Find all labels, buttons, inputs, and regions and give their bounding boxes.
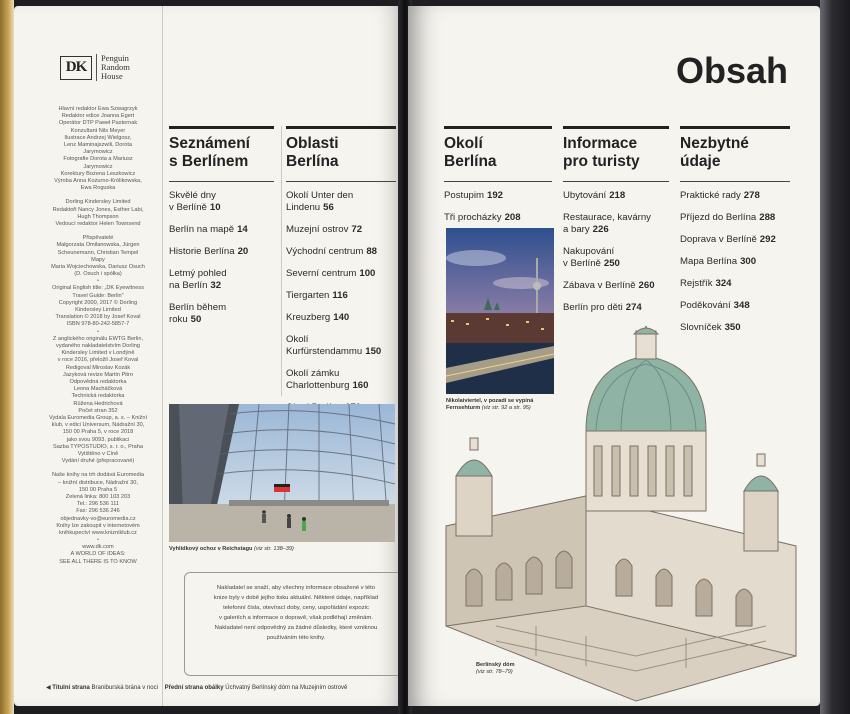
section-title: Nezbytné údaje <box>680 135 749 170</box>
toc-entry-page: 56 <box>323 202 334 213</box>
publisher-name: Penguin Random House <box>96 54 130 81</box>
toc-entry[interactable] <box>680 234 790 246</box>
credit-line: Vedoucí redaktor Helen Townsend <box>55 221 141 228</box>
credit-line: knihkupectví www.knizniklub.cz <box>59 529 137 536</box>
credit-line: • <box>97 278 99 285</box>
toc-entry[interactable] <box>286 190 396 214</box>
credit-line: Přispěvatelé <box>82 235 114 242</box>
toc-entry-label: Okolí zámku <box>286 368 340 379</box>
toc-entries <box>169 190 274 326</box>
section-title: Okolí Berlína <box>444 135 497 170</box>
toc-entry[interactable] <box>169 190 274 214</box>
toc-entry-page: 348 <box>733 300 750 311</box>
toc-entry-label: Skvělé dny <box>169 190 216 201</box>
toc-entry-label: Ubytování <box>563 190 607 201</box>
credit-line: SEE ALL THERE IS TO KNOW <box>59 558 137 565</box>
toc-entry-page: 208 <box>504 212 521 223</box>
berliner-dom-illustration <box>436 326 802 706</box>
toc-entry-page: 14 <box>237 224 248 235</box>
credit-line: Mapy <box>91 256 105 263</box>
credit-line: Original English title: „DK Eyewitness <box>51 285 145 292</box>
toc-section-seznameni <box>169 126 274 336</box>
credit-line: Jarymowicz <box>83 163 113 170</box>
toc-entry-label: Příjezd do Berlína <box>680 212 757 223</box>
toc-entry-label: Okolí Kurfürstendammu <box>286 334 363 357</box>
section-divider <box>286 181 396 182</box>
credit-line: Kindersley Limited v Londýně <box>61 350 135 357</box>
toc-entry-page: 260 <box>638 280 655 291</box>
toc-entry[interactable] <box>286 268 396 280</box>
credit-line: Dorling Kindersley Limited <box>65 199 131 206</box>
toc-entry-label: Východní centrum <box>286 246 364 257</box>
toc-entry-label: Berlín během <box>169 302 227 313</box>
toc-entry[interactable] <box>286 312 396 324</box>
reichstag-caption: Vyhlídkový ochoz v Reichstagu (viz str. 138–39) <box>169 546 294 552</box>
toc-entry-label: v Berlíně <box>563 258 601 269</box>
cover-credits-footer: ◀ Titulní strana Braniburská brána v noci Přední strana obálky Úchvatný Berlínský dóm na Muzejním ostrově <box>46 685 348 691</box>
credit-line: Hugh Thompson <box>77 213 119 220</box>
section-divider <box>444 181 552 182</box>
toc-entry-page: 192 <box>487 190 504 201</box>
toc-entry-label: Tři procházky <box>444 212 502 223</box>
credit-line: 150 00 Praha 5 <box>78 486 118 493</box>
reichstag-photo <box>169 404 395 542</box>
toc-entry-page: 300 <box>740 256 757 267</box>
toc-entry-label: Muzejní ostrov <box>286 224 349 235</box>
credit-line: Hlavní redaktor Ewa Szwagrzyk <box>58 106 138 112</box>
dk-logo-icon: DK <box>60 56 92 80</box>
toc-entry-page: 72 <box>351 224 363 235</box>
toc-entry-page: 350 <box>724 322 741 333</box>
toc-entry-label: Historie Berlína <box>169 246 235 257</box>
credit-line: Z anglického originálu EWTG Berlin, <box>52 335 144 342</box>
toc-entry[interactable] <box>563 246 669 270</box>
section-rule <box>563 126 669 129</box>
toc-entry-label: Slovníček <box>680 322 722 333</box>
credit-line: Redaktoři Nancy Jones, Esther Labi, <box>52 206 144 213</box>
credit-line: Tel.: 296 536 111 <box>76 501 120 508</box>
toc-entry[interactable] <box>169 246 274 258</box>
toc-entry[interactable] <box>680 278 790 290</box>
toc-entry[interactable] <box>286 368 396 392</box>
credit-line: jako svou 9093. publikaci <box>66 436 130 443</box>
credit-line: v roce 2016, přeložil Josef Koval <box>57 357 139 364</box>
credit-line: Odpovědná redaktorka <box>69 378 127 385</box>
credit-line: Translation © 2018 by Josef Koval <box>55 314 141 321</box>
toc-entry-label: Doprava v Berlíně <box>680 234 757 245</box>
credit-line: vydaného nakladatelstvím Dorling <box>56 342 140 349</box>
credit-line: Vydala Euromedia Group, a. s. – Knižní <box>48 414 148 421</box>
credit-line: Maria Wojciechowska, Dariusz Osuch <box>51 264 145 271</box>
credit-line: objednavky-vo@euromedia.cz <box>60 515 136 522</box>
credit-line: Růžena Hedrichová <box>73 400 123 407</box>
credit-line: Copyright 2000, 2017 © Dorling <box>58 299 138 306</box>
credit-line: Vytištěno v Číně <box>77 450 119 457</box>
toc-entry[interactable] <box>680 212 790 224</box>
toc-entry[interactable] <box>286 290 396 302</box>
toc-entry-label: Berlín na mapě <box>169 224 235 235</box>
credit-line: 150 00 Praha 5, v roce 2018 <box>62 429 134 436</box>
toc-entry-page: 32 <box>210 280 222 291</box>
toc-section-nezbytne <box>680 126 790 344</box>
credit-lines <box>34 106 162 566</box>
toc-entry-label: Lindenu <box>286 202 321 213</box>
credit-line: Vydání druhé (přepracované) <box>61 458 135 465</box>
toc-entry-page: 292 <box>759 234 776 245</box>
credit-line: Redaktor edice Joanna Egert <box>61 113 135 120</box>
toc-section-oblasti <box>286 126 396 424</box>
toc-entry-label: Berlín pro děti <box>563 302 623 313</box>
credits-column <box>32 6 163 706</box>
toc-entry-label: Severní centrum <box>286 268 357 279</box>
section-rule <box>680 126 790 129</box>
toc-entries <box>680 190 790 334</box>
toc-entry-page: 88 <box>366 246 377 257</box>
toc-entry-label: Praktické rady <box>680 190 741 201</box>
toc-entry-page: 288 <box>759 212 776 223</box>
toc-entry[interactable] <box>563 302 669 314</box>
cathedral-cutaway-image <box>436 326 802 706</box>
credit-line: Sazba TYPOSTUDIO, s. r. o., Praha <box>52 443 144 450</box>
credit-line: Knihy lze zakoupit v internetovém <box>56 522 140 529</box>
credit-line <box>34 228 162 235</box>
toc-entry-label: Charlottenburg <box>286 380 350 391</box>
credit-line: Małgorzata Omilanowska, Jürgen <box>56 242 140 249</box>
toc-entries <box>563 190 669 314</box>
toc-entry-label: Tiergarten <box>286 290 330 301</box>
toc-entry[interactable] <box>563 212 669 236</box>
credit-line <box>34 192 162 199</box>
credit-line: Technická redaktorka <box>71 393 125 400</box>
toc-entry-label: Nakupování <box>563 246 615 257</box>
credit-line: Jarymowicz <box>83 149 113 156</box>
toc-entry-label: na Berlín <box>169 280 208 291</box>
credit-line: • <box>97 328 99 335</box>
nikolaiviertel-caption: Nikolaiviertel, v pozadí se vypíná Fernsehturm (viz str. 92 a str. 95) <box>446 398 534 411</box>
credit-line: Ewa Roguska <box>80 185 116 192</box>
credit-line: ISBN 978-80-242-5857-7 <box>66 321 130 328</box>
credit-line: klub, v edici Universum, Nádražní 30, <box>51 422 145 429</box>
toc-entry[interactable] <box>563 280 669 292</box>
toc-entry-page: 250 <box>603 258 620 269</box>
credit-line: Kindersley Limited <box>75 307 121 314</box>
toc-entry-label: Kreuzberg <box>286 312 331 323</box>
toc-entry[interactable] <box>169 224 274 236</box>
toc-entry-label: Letmý pohled <box>169 268 227 279</box>
credit-line: Korektury Bożena Leszkowicz <box>60 170 136 177</box>
toc-entry-label: v Berlíně <box>169 202 207 213</box>
section-divider <box>169 181 274 182</box>
toc-entry-label: roku <box>169 314 188 325</box>
toc-entry-label: Poděkování <box>680 300 731 311</box>
right-page <box>408 6 820 706</box>
toc-entry[interactable] <box>680 190 790 202</box>
book-edge-left <box>0 0 14 714</box>
toc-entry-page: 50 <box>190 314 202 325</box>
toc-section-okoli <box>444 126 552 234</box>
section-title: Informace pro turisty <box>563 135 640 170</box>
section-rule <box>286 126 396 129</box>
section-title: Seznámení s Berlínem <box>169 135 250 170</box>
credit-line: Lenz Maminajszwili, Dorota <box>63 142 133 149</box>
toc-entry-label: Rejstřík <box>680 278 713 289</box>
toc-entry-label: Restaurace, kavárny <box>563 212 651 223</box>
toc-entries <box>444 190 552 224</box>
credit-line: Ilustrace Andrzej Wielgosz, <box>64 134 132 141</box>
toc-entry[interactable] <box>563 190 669 202</box>
toc-entry-page: 160 <box>352 380 369 391</box>
credit-line: Zelená linka: 800 103 203 <box>65 493 131 500</box>
section-divider <box>680 181 790 182</box>
section-title: Oblasti Berlína <box>286 135 339 170</box>
credit-line: Leona Macháčková <box>73 386 123 393</box>
publisher-logo <box>60 54 130 81</box>
credit-line: Scheunemann, Christian Tempel <box>57 249 139 256</box>
toc-entry[interactable] <box>680 300 790 312</box>
toc-entry[interactable] <box>286 246 396 258</box>
section-divider <box>563 181 669 182</box>
credit-line: (D. Osuch i spółka) <box>74 271 122 278</box>
column-divider <box>281 126 282 396</box>
toc-entry-page: 116 <box>332 290 348 301</box>
toc-entry[interactable] <box>444 212 552 224</box>
credit-line: Počet stran 352 <box>78 407 118 414</box>
toc-entry-label: a bary <box>563 224 590 235</box>
credit-line: Naše knihy na trh dodává Euromedia <box>51 472 145 479</box>
section-rule <box>169 126 274 129</box>
toc-entries <box>286 190 396 414</box>
toc-entry-page: 274 <box>625 302 642 313</box>
credit-line: Jazyková revize Martin Pitro <box>63 371 133 378</box>
toc-entry-page: 324 <box>715 278 732 289</box>
credit-line: Travel Guide: Berlin" <box>72 292 124 299</box>
toc-entry-label: Postupim <box>444 190 484 201</box>
toc-entry-page: 140 <box>333 312 350 323</box>
toc-entry-label: Okolí Unter den <box>286 190 354 201</box>
credit-line: Fax: 296 536 246 <box>76 508 120 515</box>
credit-line: Výroba Anna Kożurno-Królikowska, <box>54 178 142 185</box>
credit-line <box>34 465 162 472</box>
credit-line: A WORLD OF IDEAS: <box>70 551 126 558</box>
book-edge-right <box>820 0 850 714</box>
toc-entry-label: Mapa Berlína <box>680 256 738 267</box>
credit-line: Operátor DTP Paweł Pasternak <box>58 120 138 127</box>
credit-line: Redigoval Miroslav Kozák <box>65 364 131 371</box>
credit-line: www.dk.com <box>82 544 114 551</box>
left-arrow-icon: ◀ <box>46 685 51 691</box>
credit-line: – knižní distribuce, Nádražní 30, <box>58 479 138 486</box>
toc-entry-page: 150 <box>365 346 382 357</box>
berliner-dom-caption: Berlínský dóm (viz str. 78–79) <box>476 662 515 675</box>
publisher-notice: Nakladatel se snaží, aby všechny informace obsažené v této knize byly v době jejího tisku aktuální. Některé údaje, například telefonní čísla, otevírací doby, ceny, uspořádání expozic v galeriích a informace o dopravě, však podléhají změnám. Nakladatel není odpovědný za žádné důsledky, které vzniknou používáním této knihy. <box>184 572 402 676</box>
toc-entry[interactable] <box>169 268 274 292</box>
credit-line: Konzultant Nils Meyer <box>70 127 126 134</box>
toc-entry[interactable] <box>286 224 396 236</box>
page-title: Obsah <box>676 50 789 91</box>
toc-entry-label: Zábava v Berlíně <box>563 280 636 291</box>
toc-section-informace <box>563 126 669 324</box>
toc-entry[interactable] <box>680 256 790 268</box>
section-rule <box>444 126 552 129</box>
reichstag-dome-image <box>169 404 395 542</box>
credit-line: Fotografie Dorota a Mariusz <box>63 156 133 163</box>
credit-line: • <box>97 537 99 544</box>
toc-entry-page: 278 <box>743 190 760 201</box>
toc-entry-page: 100 <box>359 268 376 279</box>
toc-entry-page: 20 <box>237 246 249 257</box>
toc-entry-page: 226 <box>592 224 609 235</box>
left-page <box>14 6 402 706</box>
toc-entry-page: 218 <box>609 190 626 201</box>
toc-entry-page: 10 <box>209 202 221 213</box>
toc-entry[interactable] <box>286 334 396 358</box>
toc-entry[interactable] <box>444 190 552 202</box>
toc-entry[interactable] <box>169 302 274 326</box>
